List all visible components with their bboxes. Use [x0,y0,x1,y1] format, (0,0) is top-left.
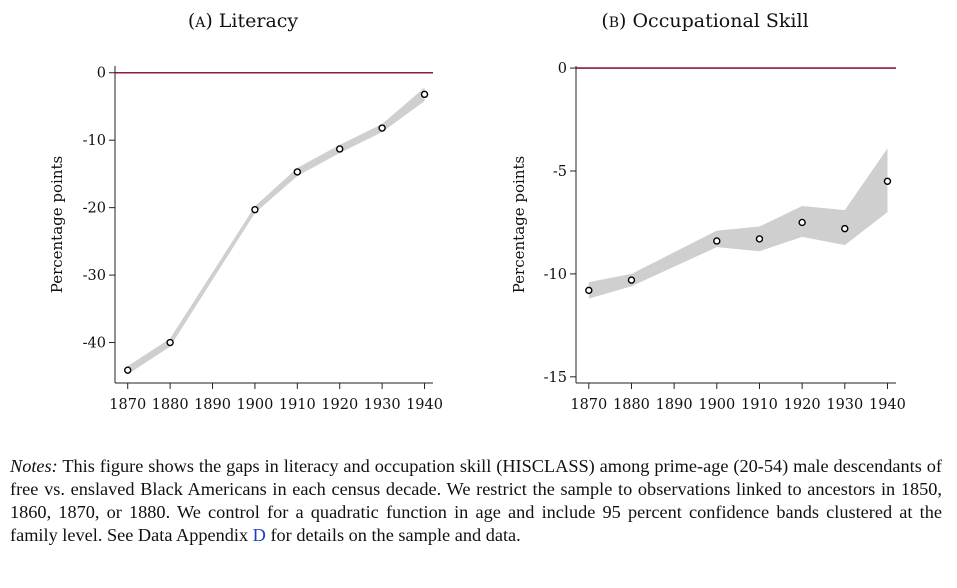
x-tick-label: 1900 [236,397,274,413]
x-tick-label: 1880 [151,397,189,413]
panel-title-letter: B [608,15,620,31]
x-tick-label: 1910 [278,397,316,413]
y-axis-label: Percentage points [510,155,528,294]
panel-title-text: ) Occupational Skill [619,10,809,32]
panel-title [601,10,808,32]
data-point [422,91,428,97]
data-point [337,146,343,152]
panel-title-letter: A [195,15,206,31]
x-tick-label: 1920 [321,397,359,413]
data-point [125,367,131,373]
x-tick-label: 1890 [194,397,231,413]
y-tick-label: 0 [96,65,106,82]
confidence-band [589,148,888,298]
y-tick-label: -10 [82,133,106,150]
notes-text-end: for details on the sample and data. [265,525,521,545]
y-tick-label: -15 [543,369,567,386]
data-point [294,169,300,175]
x-tick-label: 1870 [570,397,608,413]
data-point [756,236,762,242]
y-tick-label: -40 [82,335,106,352]
panel-a-literacy [48,10,443,413]
data-point [884,178,890,184]
x-tick-label: 1900 [698,397,736,413]
y-tick-label: -5 [552,163,567,180]
y-tick-label: -10 [543,266,567,283]
notes-text: This figure shows the gaps in literacy and occupation skill (HISCLASS) among prime-age (20-54) male descendants of free vs. enslaved Black Americans in each census decade. We restrict the sample to observations linked to ancestors in 1850, 1860, 1870, or 1880. We control for a quadratic function in age and include 95 percent confidence bands clustered at the family level. See Data Appendix [10,456,942,545]
y-axis-label: Percentage points [48,155,66,294]
panel-b-occupational-skill [510,10,906,413]
x-tick-label: 1920 [783,397,821,413]
y-tick-label: 0 [557,61,567,78]
figure-notes [10,455,942,547]
data-point [628,277,634,283]
x-tick-label: 1890 [655,397,693,413]
y-tick-label: -30 [82,268,106,285]
x-tick-label: 1940 [869,397,906,413]
x-tick-label: 1910 [741,397,778,413]
panel-title-text: ) Literacy [205,10,299,32]
data-point [379,125,385,131]
data-point [714,238,720,244]
panel-title-open-paren: ( [601,10,609,32]
data-point [842,226,848,232]
x-tick-label: 1870 [109,397,147,413]
data-appendix-link[interactable]: D [252,525,266,545]
panel-title [188,10,299,32]
notes-label: Notes: [10,456,58,476]
data-point [799,219,805,225]
y-tick-label: -20 [82,200,106,217]
data-point [586,287,592,293]
x-tick-label: 1930 [826,397,864,413]
x-tick-label: 1940 [406,397,443,413]
data-point [167,340,173,346]
data-point [252,207,258,213]
panel-title-open-paren: ( [187,10,196,32]
x-tick-label: 1880 [613,397,650,413]
x-tick-label: 1930 [363,397,401,413]
